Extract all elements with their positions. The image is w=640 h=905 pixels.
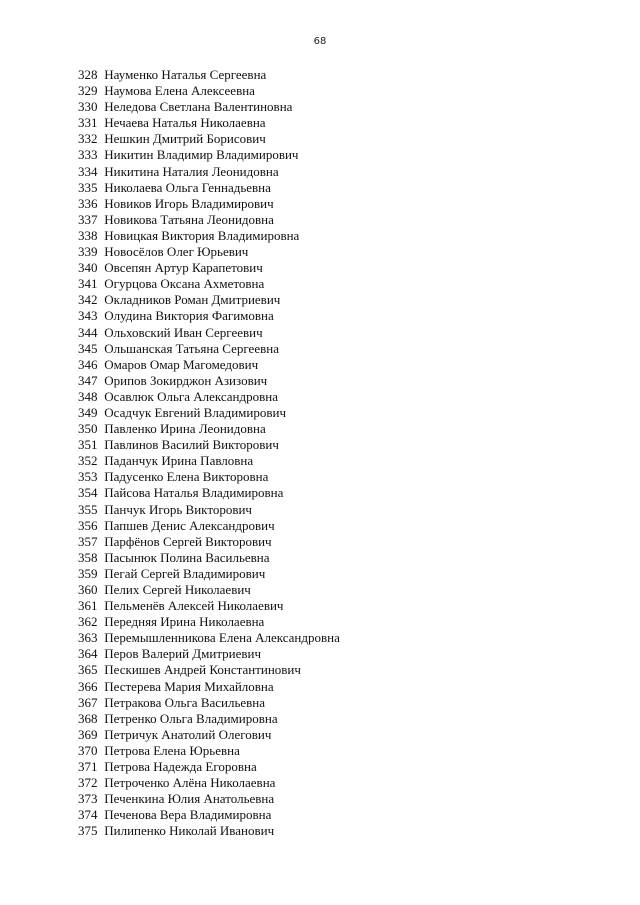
list-item [78,292,340,308]
list-item [78,244,340,260]
entry-name: Петрова Елена Юрьевна [104,742,240,758]
entry-number: 342 [78,292,98,308]
entry-name: Осадчук Евгений Владимирович [104,404,287,420]
entry-name: Новицкая Виктория Владимировна [104,227,300,243]
list-item [78,341,340,357]
entry-number: 333 [78,147,98,163]
list-item [78,99,340,115]
list-item [78,534,340,550]
entry-name: Петроченко Алёна Николаевна [104,775,276,791]
entry-number: 345 [78,340,98,356]
entry-number: 330 [78,99,98,115]
entry-name: Павленко Ирина Леонидовна [104,421,266,437]
entry-number: 350 [78,421,98,437]
entry-number: 340 [78,260,98,276]
entry-number: 369 [78,726,98,742]
list-item [78,469,340,485]
name-list [78,67,340,840]
entry-number: 359 [78,565,98,581]
entry-name: Новиков Игорь Владимирович [104,195,274,211]
list-item [78,646,340,662]
entry-number: 371 [78,759,98,775]
list-item [78,405,340,421]
entry-number: 368 [78,710,98,726]
entry-name: Пайсова Наталья Владимировна [104,485,284,501]
entry-number: 343 [78,308,98,324]
entry-name: Омаров Омар Магомедович [104,356,259,372]
entry-number: 361 [78,598,98,614]
list-item [78,582,340,598]
list-item [78,630,340,646]
entry-name: Осавлюк Ольга Александровна [104,388,278,404]
list-item [78,115,340,131]
entry-name: Науменко Наталья Сергеевна [104,67,267,82]
list-item [78,679,340,695]
entry-number: 336 [78,195,98,211]
entry-number: 346 [78,356,98,372]
list-item [78,260,340,276]
entry-name: Ольховский Иван Сергеевич [104,324,263,340]
list-item [78,83,340,99]
entry-number: 370 [78,742,98,758]
entry-name: Пескишев Андрей Константинович [104,662,301,678]
entry-number: 363 [78,630,98,646]
entry-number: 364 [78,646,98,662]
list-item [78,711,340,727]
entry-name: Ольшанская Татьяна Сергеевна [104,340,279,356]
entry-name: Неледова Светлана Валентиновна [104,99,293,115]
entry-number: 373 [78,791,98,807]
entry-number: 347 [78,372,98,388]
list-item [78,325,340,341]
entry-name: Павлинов Василий Викторович [104,437,279,453]
entry-number: 344 [78,324,98,340]
list-item [78,308,340,324]
entry-number: 351 [78,437,98,453]
list-item [78,775,340,791]
entry-number: 356 [78,517,98,533]
list-item [78,743,340,759]
list-item [78,196,340,212]
list-item [78,437,340,453]
list-item [78,791,340,807]
entry-name: Пельменёв Алексей Николаевич [104,598,284,614]
entry-name: Петричук Анатолий Олегович [104,726,272,742]
entry-name: Пестерева Мария Михайловна [104,678,274,694]
entry-name: Печенкина Юлия Анатольевна [104,791,275,807]
list-item [78,598,340,614]
entry-name: Панчук Игорь Викторович [104,501,252,517]
list-item [78,212,340,228]
list-item [78,759,340,775]
list-item [78,614,340,630]
entry-number: 353 [78,469,98,485]
entry-name: Петрова Надежда Егоровна [104,759,257,775]
entry-name: Огурцова Оксана Ахметовна [104,276,265,292]
list-item [78,485,340,501]
entry-name: Пасынюк Полина Васильевна [104,549,270,565]
entry-number: 328 [78,67,98,82]
list-item [78,823,340,839]
list-item [78,180,340,196]
entry-number: 334 [78,163,98,179]
list-item [78,421,340,437]
entry-number: 375 [78,823,98,839]
entry-name: Окладников Роман Дмитриевич [104,292,281,308]
list-item [78,67,340,83]
entry-name: Никитин Владимир Владимирович [104,147,299,163]
list-item [78,276,340,292]
entry-number: 372 [78,775,98,791]
entry-name: Папшев Денис Александрович [104,517,275,533]
entry-number: 341 [78,276,98,292]
entry-name: Новосёлов Олег Юрьевич [104,244,249,260]
list-item [78,662,340,678]
list-item [78,357,340,373]
page-number: 68 [313,36,327,47]
entry-number: 365 [78,662,98,678]
list-item [78,373,340,389]
list-item [78,164,340,180]
list-item [78,502,340,518]
entry-name: Перов Валерий Дмитриевич [104,646,262,662]
entry-name: Новикова Татьяна Леонидовна [104,211,274,227]
entry-number: 366 [78,678,98,694]
entry-name: Нешкин Дмитрий Борисович [104,131,266,147]
entry-number: 331 [78,115,98,131]
entry-number: 354 [78,485,98,501]
entry-number: 374 [78,807,98,823]
entry-name: Пегай Сергей Владимирович [104,565,266,581]
entry-name: Олудина Виктория Фагимовна [104,308,274,324]
entry-number: 357 [78,533,98,549]
entry-name: Петренко Ольга Владимировна [104,710,278,726]
entry-number: 339 [78,244,98,260]
entry-name: Орипов Зокирджон Азизович [104,372,268,388]
list-item [78,550,340,566]
list-item [78,807,340,823]
list-item [78,727,340,743]
entry-number: 352 [78,453,98,469]
entry-number: 349 [78,404,98,420]
list-item [78,518,340,534]
entry-name: Пилипенко Николай Иванович [104,823,275,839]
entry-number: 358 [78,549,98,565]
entry-name: Наумова Елена Алексеевна [104,83,255,99]
list-item [78,453,340,469]
entry-name: Передняя Ирина Николаевна [104,614,265,630]
entry-name: Пелих Сергей Николаевич [104,582,251,597]
entry-number: 362 [78,614,98,630]
entry-number: 335 [78,179,98,195]
entry-number: 332 [78,131,98,147]
entry-number: 337 [78,211,98,227]
entry-name: Нечаева Наталья Николаевна [104,115,266,131]
entry-name: Перемышленникова Елена Александровна [104,630,340,646]
list-item [78,695,340,711]
entry-name: Падусенко Елена Викторовна [104,469,269,485]
entry-name: Овсепян Артур Карапетович [104,260,263,276]
entry-number: 329 [78,83,98,99]
entry-number: 355 [78,501,98,517]
list-item [78,228,340,244]
list-item [78,389,340,405]
entry-number: 367 [78,694,98,710]
entry-name: Николаева Ольга Геннадьевна [104,179,271,195]
entry-name: Никитина Наталия Леонидовна [104,163,279,179]
entry-number: 360 [78,582,98,597]
list-item [78,131,340,147]
entry-name: Петракова Ольга Васильевна [104,694,266,710]
list-item [78,566,340,582]
entry-name: Паданчук Ирина Павловна [104,453,254,469]
list-item [78,147,340,163]
entry-name: Печенова Вера Владимировна [104,807,272,823]
entry-number: 338 [78,227,98,243]
entry-number: 348 [78,388,98,404]
entry-name: Парфёнов Сергей Викторович [104,533,272,549]
